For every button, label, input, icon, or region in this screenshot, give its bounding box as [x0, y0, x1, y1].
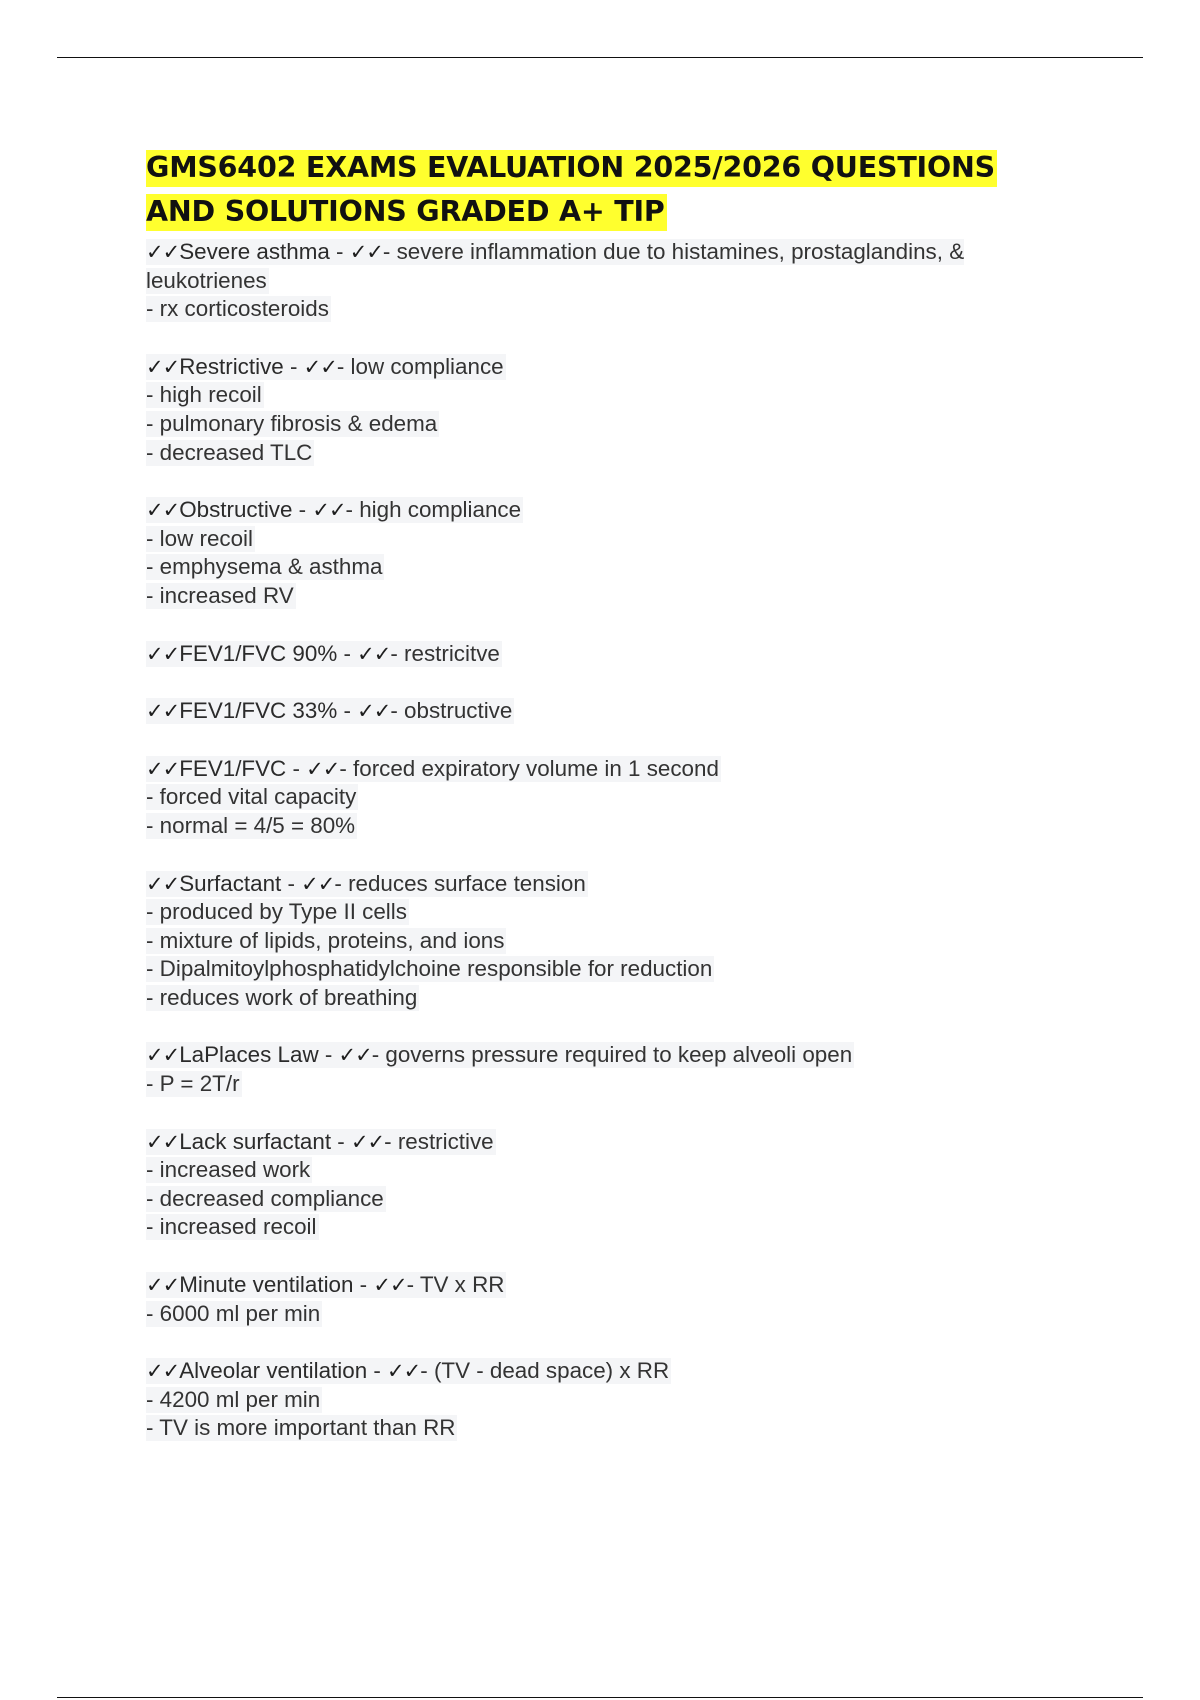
qa-term: FEV1/FVC	[179, 755, 287, 781]
qa-term: Severe asthma	[179, 239, 330, 264]
qa-answer-text: - increased work	[146, 1157, 311, 1183]
qa-answer-line	[146, 525, 1046, 554]
qa-answer-text: - reduces work of breathing	[146, 984, 418, 1010]
check-icon: ✓✓	[146, 756, 180, 781]
qa-question-line	[146, 353, 1046, 382]
qa-entry	[146, 697, 1046, 726]
qa-entry	[146, 1357, 1046, 1443]
qa-entry	[146, 238, 1046, 324]
qa-answer-text: - decreased compliance	[146, 1185, 384, 1211]
qa-answer-text: - increased RV	[146, 582, 294, 608]
qa-question-line	[146, 755, 1046, 784]
qa-question-bg: ✓✓FEV1/FVC 90% - ✓✓- restricitve	[146, 640, 500, 666]
qa-answer: low compliance	[350, 353, 504, 379]
qa-entry	[146, 496, 1046, 610]
check-icon: ✓✓	[146, 1043, 180, 1068]
qa-question-bg: ✓✓Alveolar ventilation - ✓✓- (TV - dead space) x RR	[146, 1358, 670, 1384]
qa-answer-text: - emphysema & asthma	[146, 554, 383, 580]
check-icon: ✓✓	[312, 498, 346, 523]
qa-term: Restrictive	[179, 353, 284, 379]
qa-answer: severe inflammation due to histamines, prostaglandins, & leukotrienes	[146, 239, 965, 293]
qa-answer-text: - normal = 4/5 = 80%	[146, 812, 356, 838]
qa-entry	[146, 1128, 1046, 1242]
check-icon: ✓✓	[146, 240, 180, 264]
qa-term: LaPlaces Law	[179, 1042, 319, 1068]
qa-question-bg: ✓✓Severe asthma - ✓✓- severe inflammation due to histamines, prostaglandins, & leukotrienes	[146, 239, 965, 293]
check-icon: ✓✓	[301, 871, 335, 896]
qa-question-line	[146, 496, 1046, 525]
qa-answer: obstructive	[404, 698, 513, 724]
qa-answer-line	[146, 955, 1046, 984]
qa-question-line	[146, 640, 1046, 669]
qa-answer-line	[146, 1213, 1046, 1242]
qa-term: Surfactant	[179, 870, 282, 896]
qa-term: Lack surfactant	[179, 1128, 332, 1154]
qa-question-bg: ✓✓FEV1/FVC 33% - ✓✓- obstructive	[146, 698, 513, 724]
check-icon: ✓✓	[306, 756, 340, 781]
qa-answer-line	[146, 984, 1046, 1013]
title-highlight: GMS6402 EXAMS EVALUATION 2025/2026 QUESTIONS AND SOLUTIONS GRADED A+ TIP	[146, 150, 997, 231]
check-icon: ✓✓	[146, 871, 180, 896]
qa-answer-text: - high recoil	[146, 382, 262, 408]
qa-question-line	[146, 870, 1046, 899]
qa-answer-line	[146, 381, 1046, 410]
check-icon: ✓✓	[373, 1273, 407, 1298]
qa-answer-line	[146, 783, 1046, 812]
qa-answer: high compliance	[359, 497, 522, 523]
qa-answer: restrictive	[397, 1128, 494, 1154]
qa-question-line	[146, 697, 1046, 726]
check-icon: ✓✓	[146, 699, 180, 724]
qa-question-bg: ✓✓Lack surfactant - ✓✓- restrictive	[146, 1128, 494, 1154]
check-icon: ✓✓	[387, 1359, 421, 1384]
check-icon: ✓✓	[357, 699, 391, 724]
qa-term: FEV1/FVC 90%	[179, 640, 338, 666]
qa-question-line	[146, 238, 1046, 295]
qa-answer-text: - 4200 ml per min	[146, 1386, 321, 1412]
qa-answer-line	[146, 1414, 1046, 1443]
check-icon: ✓✓	[146, 641, 180, 666]
qa-answer-line	[146, 1070, 1046, 1099]
check-icon: ✓✓	[350, 1129, 385, 1154]
qa-term: Minute ventilation	[179, 1272, 354, 1298]
qa-answer-line	[146, 1185, 1046, 1214]
check-icon: ✓✓	[303, 354, 337, 379]
qa-answer-line	[146, 439, 1046, 468]
qa-entry	[146, 1271, 1046, 1328]
qa-answer-line	[146, 898, 1046, 927]
qa-question-bg: ✓✓LaPlaces Law - ✓✓- governs pressure required to keep alveoli open	[146, 1042, 853, 1068]
qa-answer-line	[146, 295, 1046, 324]
qa-answer-text: - produced by Type II cells	[146, 899, 407, 925]
qa-answer: (TV - dead space) x RR	[433, 1358, 670, 1384]
qa-answer: forced expiratory volume in 1 second	[353, 755, 719, 781]
qa-answer-text: - 6000 ml per min	[146, 1300, 321, 1326]
qa-answer: reduces surface tension	[348, 870, 586, 896]
check-icon: ✓✓	[146, 1273, 180, 1298]
check-icon: ✓✓	[146, 498, 180, 523]
qa-answer-text: - TV is more important than RR	[146, 1415, 456, 1441]
qa-question-line	[146, 1041, 1046, 1070]
qa-answer-text: - decreased TLC	[146, 439, 313, 465]
qa-question-line	[146, 1128, 1046, 1157]
check-icon: ✓✓	[146, 354, 180, 379]
qa-answer-text: - P = 2T/r	[146, 1071, 240, 1097]
check-icon: ✓✓	[357, 641, 391, 666]
qa-answer-text: - forced vital capacity	[146, 784, 357, 810]
qa-answer-line	[146, 812, 1046, 841]
qa-entry	[146, 1041, 1046, 1098]
qa-question-bg: ✓✓Minute ventilation - ✓✓- TV x RR	[146, 1272, 505, 1298]
qa-question-bg: ✓✓Restrictive - ✓✓- low compliance	[146, 353, 504, 379]
qa-answer-text: - Dipalmitoylphosphatidylchoine responsible for reduction	[146, 956, 713, 982]
check-icon: ✓✓	[146, 1359, 180, 1384]
document-title	[146, 146, 1046, 234]
qa-term: Obstructive	[179, 497, 293, 523]
qa-list	[146, 238, 1046, 1443]
qa-answer-line	[146, 410, 1046, 439]
qa-answer: TV x RR	[419, 1272, 505, 1298]
qa-question-bg: ✓✓FEV1/FVC - ✓✓- forced expiratory volume in 1 second	[146, 755, 719, 781]
qa-question-line	[146, 1271, 1046, 1300]
qa-answer-text: - mixture of lipids, proteins, and ions	[146, 927, 505, 953]
qa-answer-line	[146, 1386, 1046, 1415]
check-icon: ✓✓	[146, 1129, 180, 1154]
check-icon: ✓✓	[338, 1043, 372, 1068]
qa-answer-text: - increased recoil	[146, 1214, 317, 1240]
qa-term: FEV1/FVC 33%	[179, 698, 338, 724]
qa-answer-line	[146, 1300, 1046, 1329]
qa-answer-text: - rx corticosteroids	[146, 296, 329, 322]
header-rule	[57, 57, 1143, 58]
qa-answer-line	[146, 553, 1046, 582]
qa-entry	[146, 755, 1046, 841]
document-body	[146, 146, 1046, 1472]
qa-entry	[146, 870, 1046, 1013]
footer-rule	[57, 1697, 1143, 1698]
check-icon: ✓✓	[349, 240, 383, 264]
qa-answer-line	[146, 927, 1046, 956]
qa-answer-line	[146, 582, 1046, 611]
qa-entry	[146, 353, 1046, 467]
qa-answer-text: - low recoil	[146, 525, 254, 551]
qa-entry	[146, 640, 1046, 669]
qa-question-bg: ✓✓Obstructive - ✓✓- high compliance	[146, 497, 522, 523]
qa-answer-text: - pulmonary fibrosis & edema	[146, 410, 438, 436]
qa-question-bg: ✓✓Surfactant - ✓✓- reduces surface tension	[146, 870, 586, 896]
qa-term: Alveolar ventilation	[179, 1358, 368, 1384]
qa-answer: governs pressure required to keep alveoli open	[385, 1042, 853, 1068]
qa-answer: restricitve	[404, 640, 500, 666]
qa-question-line	[146, 1357, 1046, 1386]
qa-answer-line	[146, 1156, 1046, 1185]
